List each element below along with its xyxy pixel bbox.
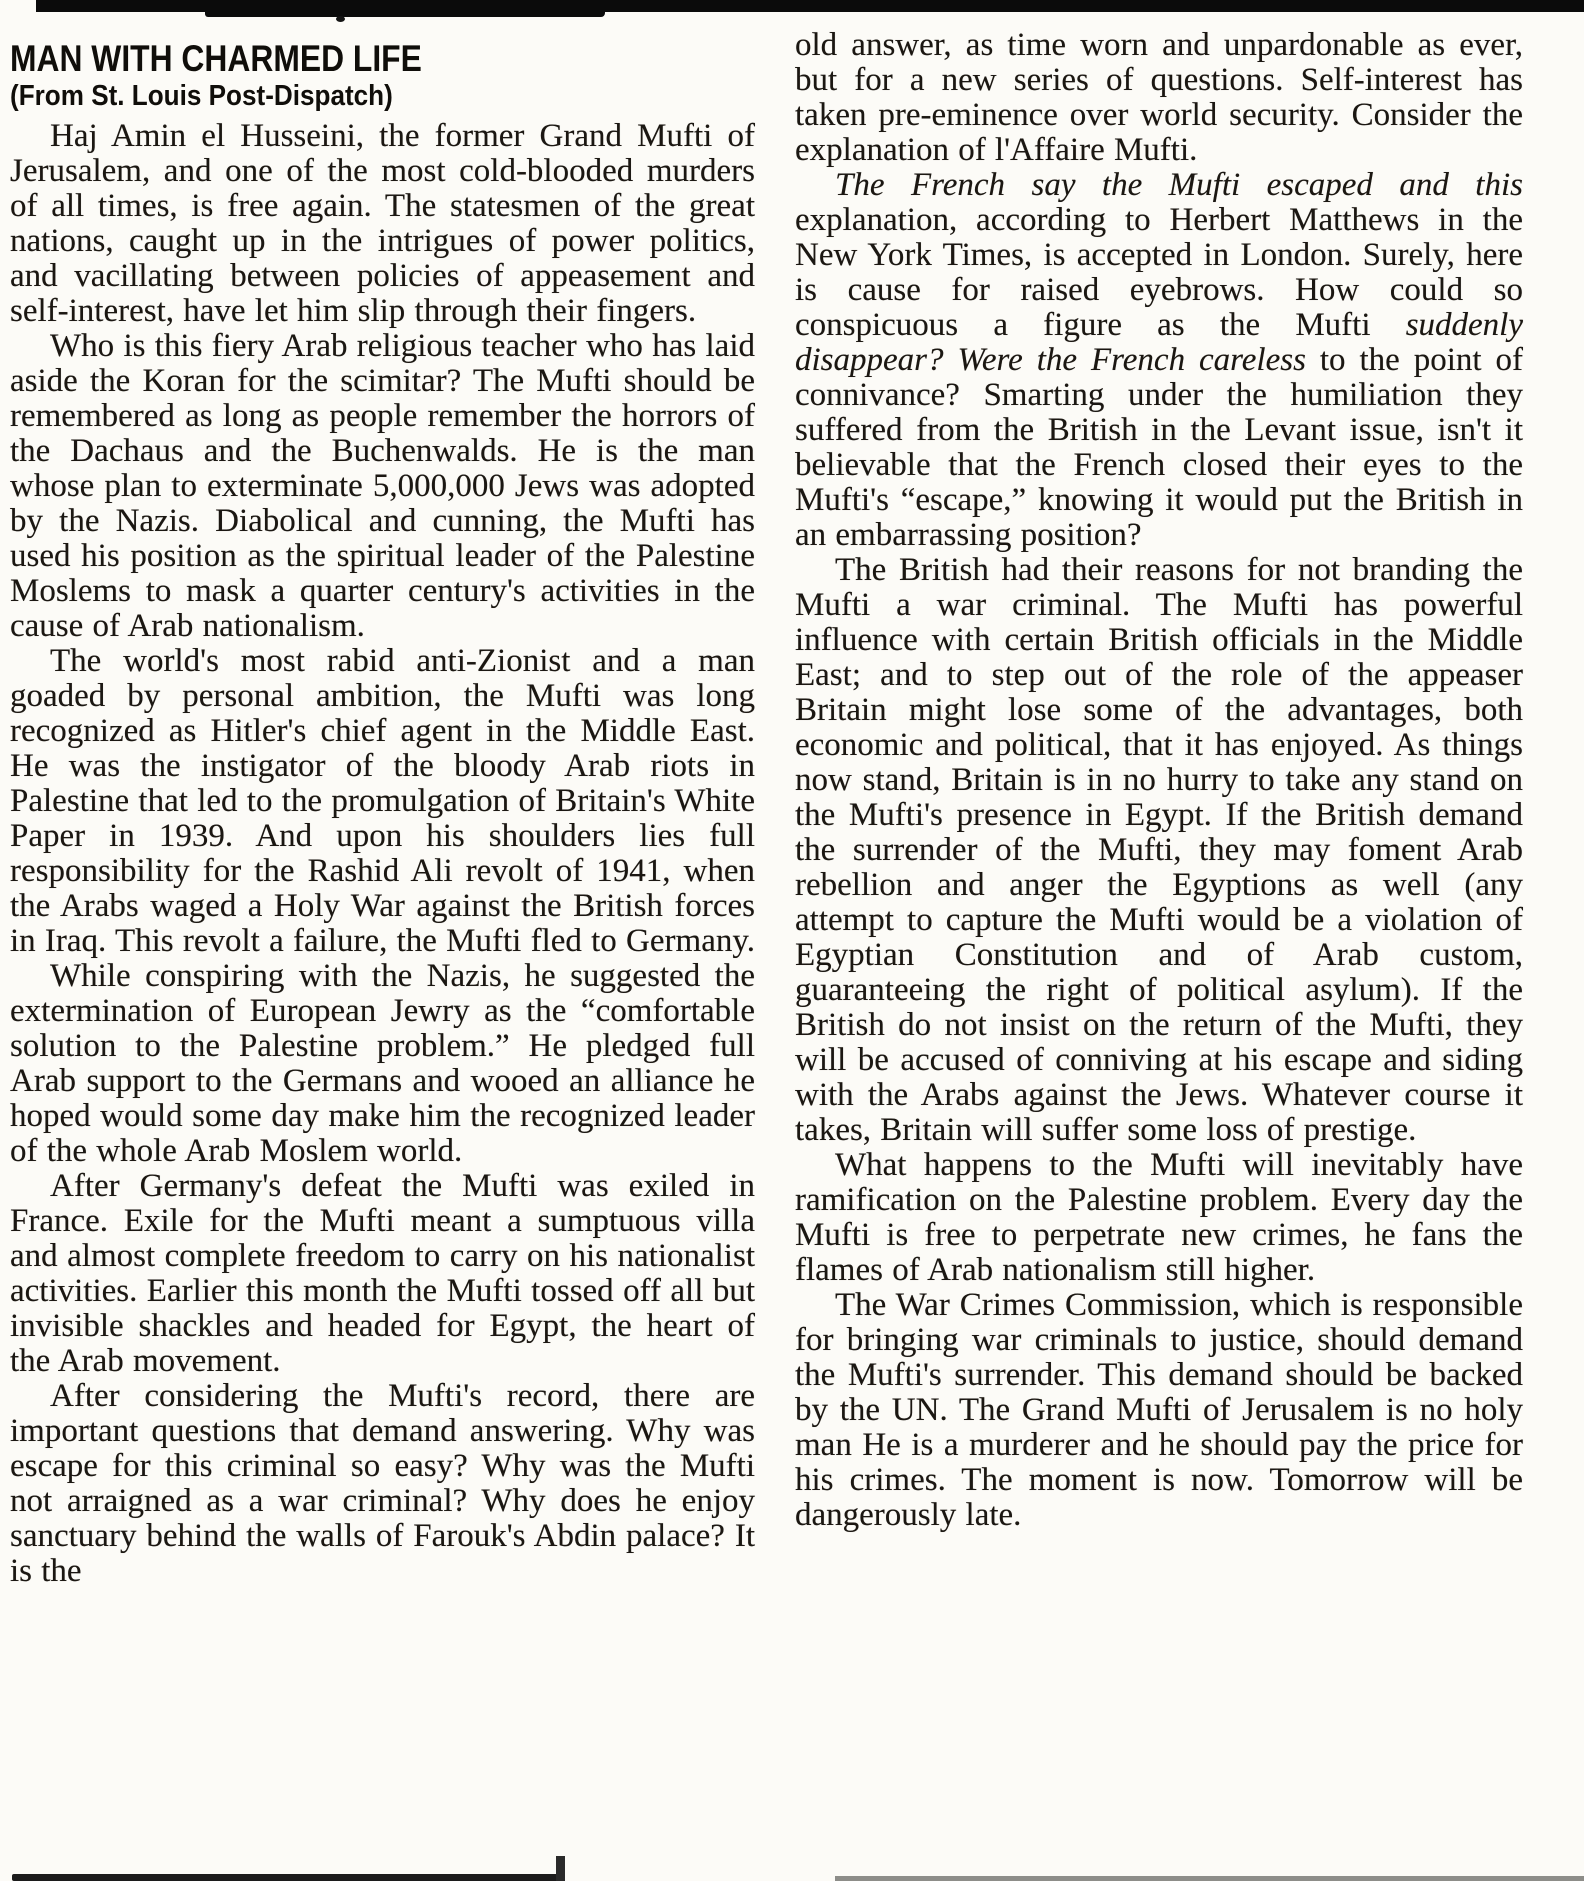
paragraph: The British had their reasons for not branding the Mufti a war criminal. The Mufti has powerful influence with certain British officials in the Middle East; and to step out of the role of the appeaser Britain might lose some of the advantages, both economic and political, that it has enjoyed. As things now stand, Britain is in no hurry to take any stand on the Mufti's presence in Egypt. If the British demand the surrender of the Mufti, they may foment Arab rebellion and anger the Egyptions as well (any attempt to capture the Mufti would be a violation of Egyptian Constitution and of Arab custom, guaranteeing the right of political asylum). If the British do not insist on the return of the Mufti, they will be accused of conniving at his escape and siding with the Arabs against the Jews. Whatever course it takes, Britain will suffer some loss of prestige.	[795, 552, 1523, 1148]
paragraph: After considering the Mufti's record, there are important questions that demand answering. Why was escape for this criminal so easy? Why was the Mufti not arraigned as a war criminal? Why does he enjoy sanctuary behind the walls of Farouk's Abdin palace? It is the	[10, 1378, 755, 1589]
article-title: MAN WITH CHARMED LIFE	[10, 38, 422, 79]
italic-phrase: suddenly disappear? Were the French careless	[795, 307, 1523, 378]
italic-phrase: The French say the Mufti escaped and this	[835, 167, 1523, 203]
bottom-scan-bar-left	[12, 1874, 560, 1881]
paragraph: The world's most rabid anti-Zionist and a man goaded by personal ambition, the Mufti was long recognized as Hitler's chief agent in the Middle East. He was the instigator of the bloody Arab riots in Palestine that led to the promulgation of Britain's White Paper in 1939. And upon his shoulders lies full responsibility for the Rashid Ali revolt of 1941, when the Arabs waged a Holy War against the British forces in Iraq. This revolt a failure, the Mufti fled to Germany.	[10, 643, 755, 959]
paragraph	[795, 168, 1523, 553]
column-left	[10, 40, 755, 1589]
paragraph-text: explanation, according to Herbert Matthews in the New York Times, is accepted in London. Surely, here is cause for raised eyebrows. How could so conspicuous a figure as the Mufti	[795, 202, 1523, 343]
paragraph: Who is this fiery Arab religious teacher who has laid aside the Koran for the scimitar? The Mufti should be remembered as long as people remember the horrors of the Dachaus and the Buchenwalds. He is the man whose plan to exterminate 5,000,000 Jews was adopted by the Nazis. Diabolical and cunning, the Mufti has used his position as the spiritual leader of the Palestine Moslems to mask a quarter century's activities in the cause of Arab nationalism.	[10, 328, 755, 644]
paragraph: After Germany's defeat the Mufti was exiled in France. Exile for the Mufti meant a sumptuous villa and almost complete freedom to carry on his nationalist activities. Earlier this month the Mufti tossed off all but invisible shackles and headed for Egypt, the heart of the Arab movement.	[10, 1168, 755, 1379]
top-scan-bar-blob	[205, 0, 605, 17]
paragraph-text: to the point of connivance? Smarting under the humiliation they suffered from the British in the Levant issue, isn't it believable that the French closed their eyes to the Mufti's “escape,” knowing it would put the British in an embarrassing position?	[795, 342, 1524, 553]
bottom-scan-tick	[556, 1856, 565, 1881]
bottom-scan-bar-right	[835, 1876, 1584, 1881]
column-right	[795, 28, 1523, 1533]
paragraph: The War Crimes Commission, which is responsible for bringing war criminals to justice, should demand the Mufti's surrender. This demand should be backed by the UN. The Grand Mufti of Jerusalem is no holy man He is a murderer and he should pay the price for his crimes. The moment is now. Tomorrow will be dangerously late.	[795, 1287, 1523, 1533]
paragraph: What happens to the Mufti will inevitably have ramification on the Palestine problem. Every day the Mufti is free to perpetrate new crimes, he fans the flames of Arab nationalism still higher.	[795, 1147, 1523, 1288]
article-source: (From St. Louis Post-Dispatch)	[10, 80, 393, 112]
paragraph: old answer, as time worn and unpardonable as ever, but for a new series of questions. Self-interest has taken pre-eminence over world security. Consider the explanation of l'Affaire Mufti.	[795, 27, 1523, 168]
top-scan-dot	[336, 16, 345, 22]
paragraph: While conspiring with the Nazis, he suggested the extermination of European Jewry as the “comfortable solution to the Palestine problem.” He pledged full Arab support to the Germans and wooed an alliance he hoped would some day make him the recognized leader of the whole Arab Moslem world.	[10, 958, 755, 1169]
paragraph: Haj Amin el Husseini, the former Grand Mufti of Jerusalem, and one of the most cold-blooded murders of all times, is free again. The statesmen of the great nations, caught up in the intrigues of power politics, and vacillating between policies of appeasement and self-interest, have let him slip through their fingers.	[10, 118, 755, 329]
